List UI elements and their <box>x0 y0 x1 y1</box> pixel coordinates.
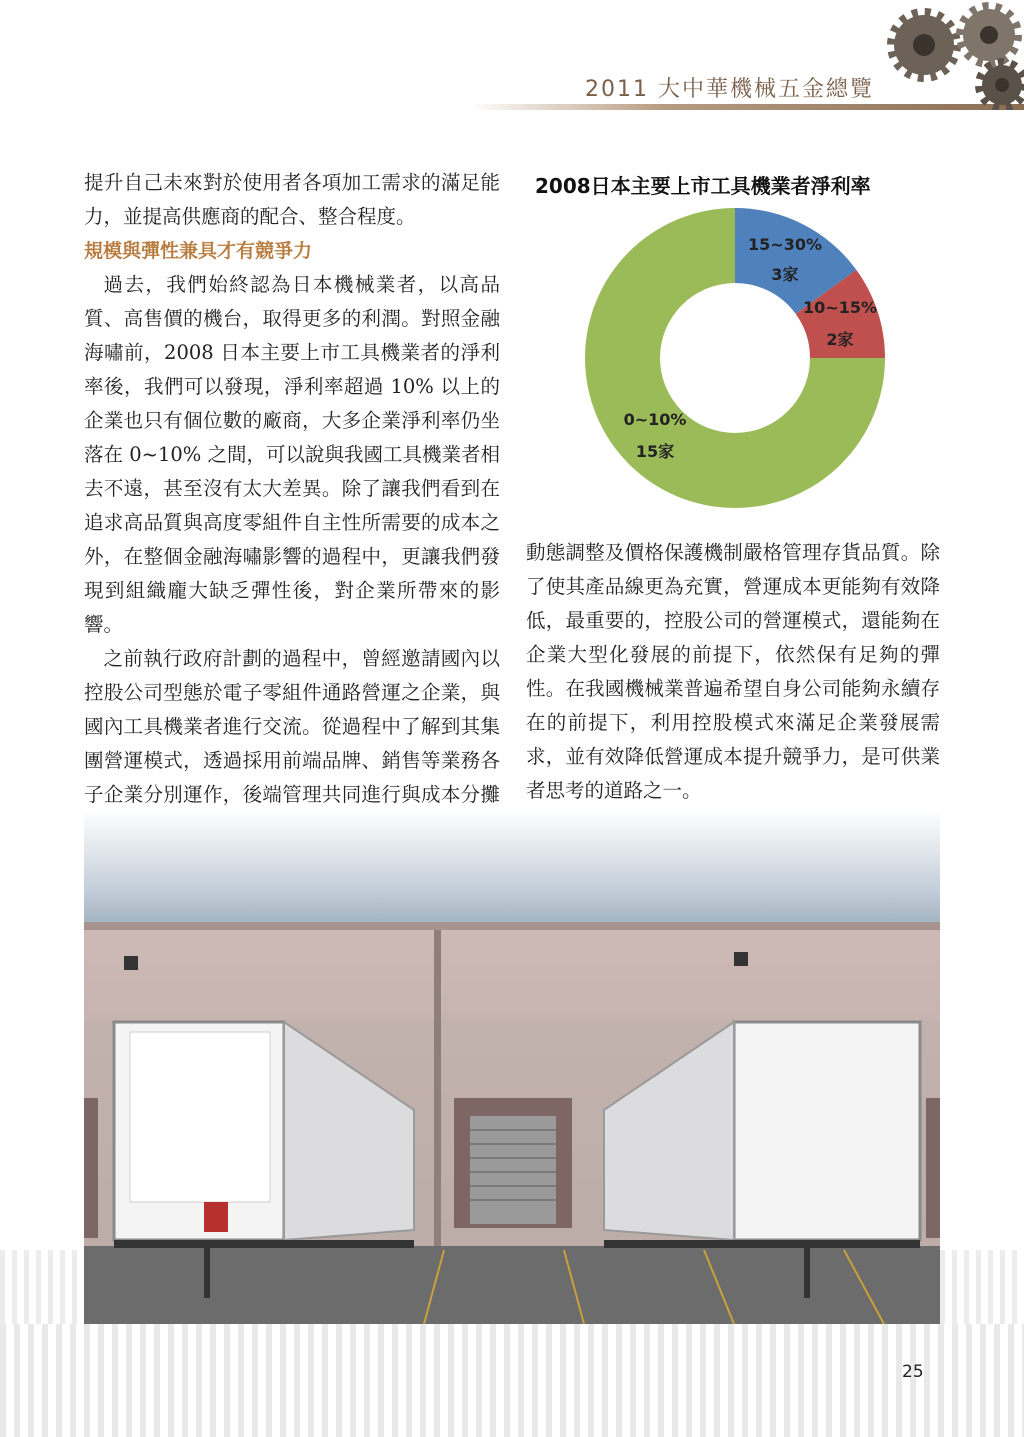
footer-stripes <box>0 1324 1024 1437</box>
slice-value-label: 2家 <box>826 330 854 349</box>
slice-value-label: 15家 <box>635 442 675 461</box>
page-number: 25 <box>902 1362 924 1382</box>
right-text-column <box>526 536 940 808</box>
slice-category-label: 15~30% <box>748 235 822 254</box>
section-heading: 規模與彈性兼具才有競爭力 <box>84 240 313 262</box>
page-header-title: 2011 大中華機械五金總覽 <box>585 77 874 102</box>
decorative-stripes <box>0 1250 84 1324</box>
gears-icon <box>884 0 1024 110</box>
body-paragraph: 提升自己未來對於使用者各項加工需求的滿足能力，並提高供應商的配合、整合程度。 <box>84 171 500 228</box>
body-paragraph: 動態調整及價格保護機制嚴格管理存貨品質。除了使其產品線更為充實，營運成本更能夠有效降低，最重要的，控股公司的營運模式，還能夠在企業大型化發展的前提下，依然保有足夠的彈性。在我國機械業普遍希望自身公司能夠永續存在的前提下，利用控股模式來滿足企業發展需求，並有效降低營運成本提升競爭力，是可供業者思考的道路之一。 <box>526 541 940 802</box>
trailers-loading-dock-photo <box>84 810 940 1324</box>
donut-chart <box>560 200 920 520</box>
body-paragraph: 過去，我們始終認為日本機械業者，以高品質、高售價的機台，取得更多的利潤。對照金融海嘯前，2008 日本主要上市工具機業者的淨利率後，我們可以發現，淨利率超過 10% 以上的企業也只有個位數的廠商，大多企業淨利率仍坐落在 0~10% 之間，可以說與我國工具機業者相去不遠，甚至沒有太大差異。除了讓我們看到在追求高品質與高度零組件自主性所需要的成本之外，在整個金融海嘯影響的過程中，更讓我們發現到組織龐大缺乏彈性後，對企業所帶來的影響。 <box>84 273 500 636</box>
chart-title: 2008日本主要上市工具機業者淨利率 <box>535 174 871 198</box>
body-paragraph: 之前執行政府計劃的過程中，曾經邀請國內以控股公司型態於電子零組件通路營運之企業，與國內工具機業者進行交流。從過程中了解到其集團營運模式，透過採用前端品牌、銷售等業務各子企業分別運作，後端管理共同進行與成本分攤 <box>84 647 500 806</box>
decorative-stripes <box>940 1250 1024 1324</box>
slice-category-label: 0~10% <box>623 410 687 429</box>
slice-category-label: 10~15% <box>803 298 877 317</box>
left-text-column <box>84 166 500 880</box>
slice-value-label: 3家 <box>771 265 799 284</box>
